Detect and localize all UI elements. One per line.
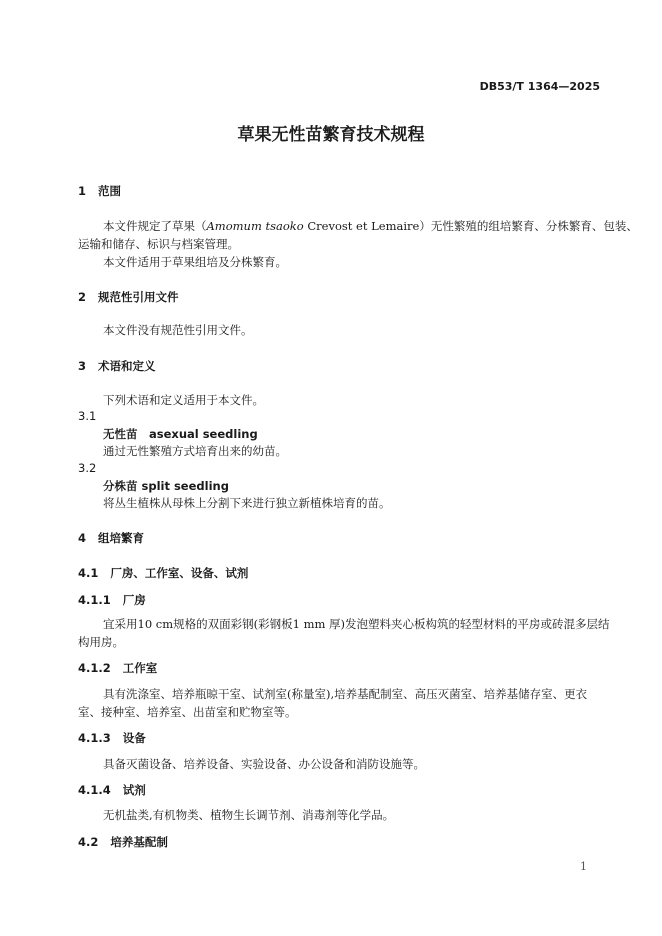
section-number: 1 [78,184,87,198]
text: Crevost et Lemaire）无性繁殖的组培繁育、分株繁育、包装、 [303,219,638,233]
term-definition: 将丛生植株从母株上分割下来进行独立新植株培育的苗。 [103,496,391,510]
paragraph: 本文件没有规范性引用文件。 [103,323,253,337]
section-title: 工作室 [122,661,158,675]
page-number: 1 [580,860,587,873]
section-title: 试剂 [122,783,146,797]
term-name: 分株苗 split seedling [103,479,229,493]
section-number: 4 [78,531,87,545]
paragraph: 具有洗涤室、培养瓶晾干室、试剂室(称量室),培养基配制室、高压灭菌室、培养基储存室、更衣 [103,687,588,701]
section-4-heading [78,530,144,546]
paragraph: 本文件适用于草果组培及分株繁育。 [103,255,287,269]
paragraph [103,218,638,234]
section-title: 规范性引用文件 [98,290,179,304]
subsection-4-1-3-heading [78,730,146,746]
section-number: 4.1.3 [78,731,111,745]
section-number: 4.1.2 [78,661,111,675]
section-number: 4.2 [78,835,99,849]
section-number: 4.1.4 [78,783,111,797]
section-title: 培养基配制 [110,835,168,849]
section-title: 范围 [98,184,122,198]
paragraph: 无机盐类,有机物类、植物生长调节剂、消毒剂等化学品。 [103,808,395,822]
section-number: 4.1.1 [78,593,111,607]
term-name: 无性苗 asexual seedling [103,427,258,441]
section-1-heading [78,183,121,199]
section-title: 厂房、工作室、设备、试剂 [110,566,249,580]
subsection-4-1-heading [78,565,248,581]
term-number: 3.1 [78,409,97,423]
paragraph: 具备灭菌设备、培养设备、实验设备、办公设备和消防设施等。 [103,757,425,771]
paragraph: 下列术语和定义适用于本文件。 [103,393,264,407]
latin-name: Amomum tsaoko [206,219,304,233]
term-definition: 通过无性繁殖方式培育出来的幼苗。 [103,444,287,458]
paragraph-continuation: 构用房。 [78,635,124,649]
subsection-4-1-1-heading [78,592,146,608]
paragraph-continuation: 室、接种室、培养室、出苗室和贮物室等。 [78,705,297,719]
section-2-heading [78,289,179,305]
text: 本文件规定了草果（ [103,219,207,233]
subsection-4-1-4-heading [78,782,146,798]
standard-code: DB53/T 1364—2025 [479,80,600,93]
term-number: 3.2 [78,461,97,475]
section-title: 设备 [122,731,146,745]
section-title: 组培繁育 [98,531,145,545]
section-title: 术语和定义 [98,359,156,373]
paragraph: 宜采用10 cm规格的双面彩钢(彩钢板1 mm 厚)发泡塑料夹心板构筑的轻型材料的平房或砖混多层结 [103,617,610,631]
document-title: 草果无性苗繁育技术规程 [237,125,425,145]
section-number: 2 [78,290,87,304]
subsection-4-1-2-heading [78,660,157,676]
section-number: 3 [78,359,87,373]
section-3-heading [78,358,156,374]
subsection-4-2-heading [78,834,168,850]
paragraph-continuation: 运输和储存、标识与档案管理。 [78,237,239,251]
section-title: 厂房 [122,593,146,607]
section-number: 4.1 [78,566,99,580]
